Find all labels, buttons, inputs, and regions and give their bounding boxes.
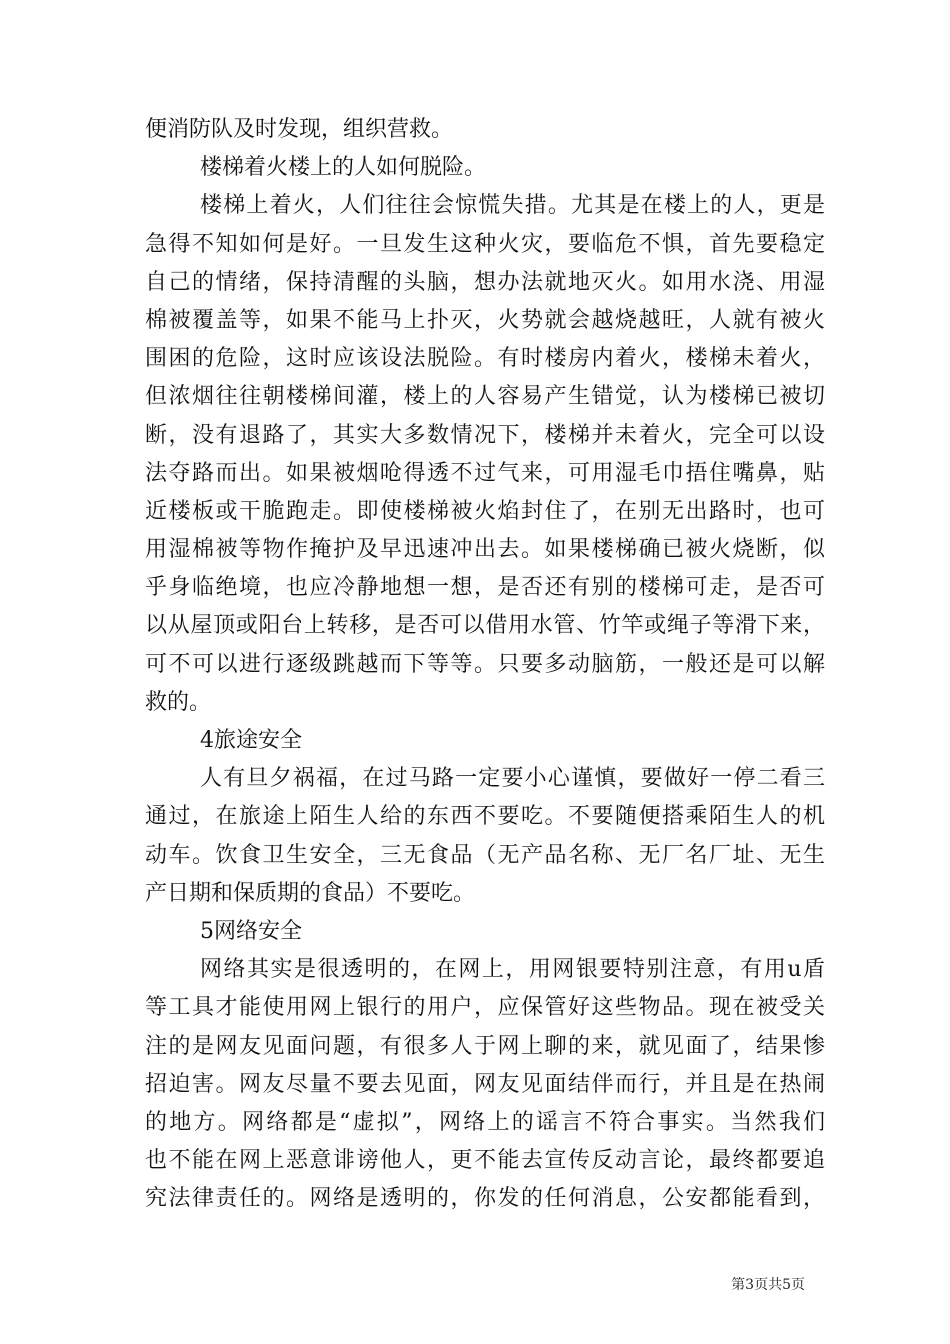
text-line: 便消防队及时发现，组织营救。 bbox=[145, 117, 454, 142]
text-line: 楼梯着火楼上的人如何脱险。 bbox=[200, 155, 487, 181]
text-line: 断，没有退路了，其实大多数情况下，楼梯并未着火，完全可以设 bbox=[145, 422, 825, 448]
text-line: 用湿棉被等物作掩护及早迅速冲出去。如果楼梯确已被火烧断，似 bbox=[145, 537, 825, 563]
text-line: 围困的危险，这时应该设法脱险。有时楼房内着火，楼梯未着火， bbox=[145, 346, 825, 372]
text-line: 救的。 bbox=[145, 689, 212, 715]
text-line: 乎身临绝境，也应冷静地想一想，是否还有别的楼梯可走，是否可 bbox=[145, 575, 825, 601]
text-line: 人有旦夕祸福，在过马路一定要小心谨慎，要做好一停二看三 bbox=[200, 766, 825, 792]
text-line: 楼梯上着火，人们往往会惊慌失措。尤其是在楼上的人，更是 bbox=[200, 193, 825, 219]
text-line: 但浓烟往往朝楼梯间灌，楼上的人容易产生错觉，认为楼梯已被切 bbox=[145, 384, 825, 410]
text-line: 以从屋顶或阳台上转移，是否可以借用水管、竹竿或绳子等滑下来， bbox=[145, 613, 825, 639]
text-line: 究法律责任的。网络是透明的，你发的任何消息，公安都能看到， bbox=[145, 1186, 825, 1212]
text-line: 也不能在网上恶意诽谤他人，更不能去宣传反动言论，最终都要追 bbox=[145, 1148, 825, 1174]
text-line: 产日期和保质期的食品）不要吃。 bbox=[145, 880, 476, 906]
text-line: 可不可以进行逐级跳越而下等等。只要多动脑筋，一般还是可以解 bbox=[145, 651, 825, 677]
text-line: 的地方。网络都是“虚拟”，网络上的谣言不符合事实。当然我们 bbox=[145, 1109, 825, 1135]
text-line: 近楼板或干脆跑走。即使楼梯被火焰封住了，在别无出路时，也可 bbox=[145, 498, 825, 524]
text-line: 急得不知如何是好。一旦发生这种火灾，要临危不惧，首先要稳定 bbox=[145, 231, 825, 257]
text-line: 法夺路而出。如果被烟呛得透不过气来，可用湿毛巾捂住嘴鼻，贴 bbox=[145, 460, 825, 486]
text-line: 网络其实是很透明的，在网上，用网银要特别注意，有用u盾 bbox=[200, 957, 825, 983]
text-line: 自己的情绪，保持清醒的头脑，想办法就地灭火。如用水浇、用湿 bbox=[145, 269, 825, 295]
page-number: 第3页共5页 bbox=[731, 1277, 805, 1293]
text-line: 动车。饮食卫生安全，三无食品（无产品名称、无厂名厂址、无生 bbox=[145, 842, 825, 868]
text-line: 招迫害。网友尽量不要去见面，网友见面结伴而行，并且是在热闹 bbox=[145, 1071, 825, 1097]
body-text bbox=[145, 111, 825, 1218]
text-line: 5网络安全 bbox=[200, 918, 302, 944]
text-line: 注的是网友见面问题，有很多人于网上聊的来，就见面了，结果惨 bbox=[145, 1033, 825, 1059]
text-line: 4旅途安全 bbox=[200, 728, 302, 753]
text-line: 通过，在旅途上陌生人给的东西不要吃。不要随便搭乘陌生人的机 bbox=[145, 804, 825, 830]
text-line: 等工具才能使用网上银行的用户，应保管好这些物品。现在被受关 bbox=[145, 995, 825, 1021]
text-line: 棉被覆盖等，如果不能马上扑灭，火势就会越烧越旺，人就有被火 bbox=[145, 307, 825, 333]
